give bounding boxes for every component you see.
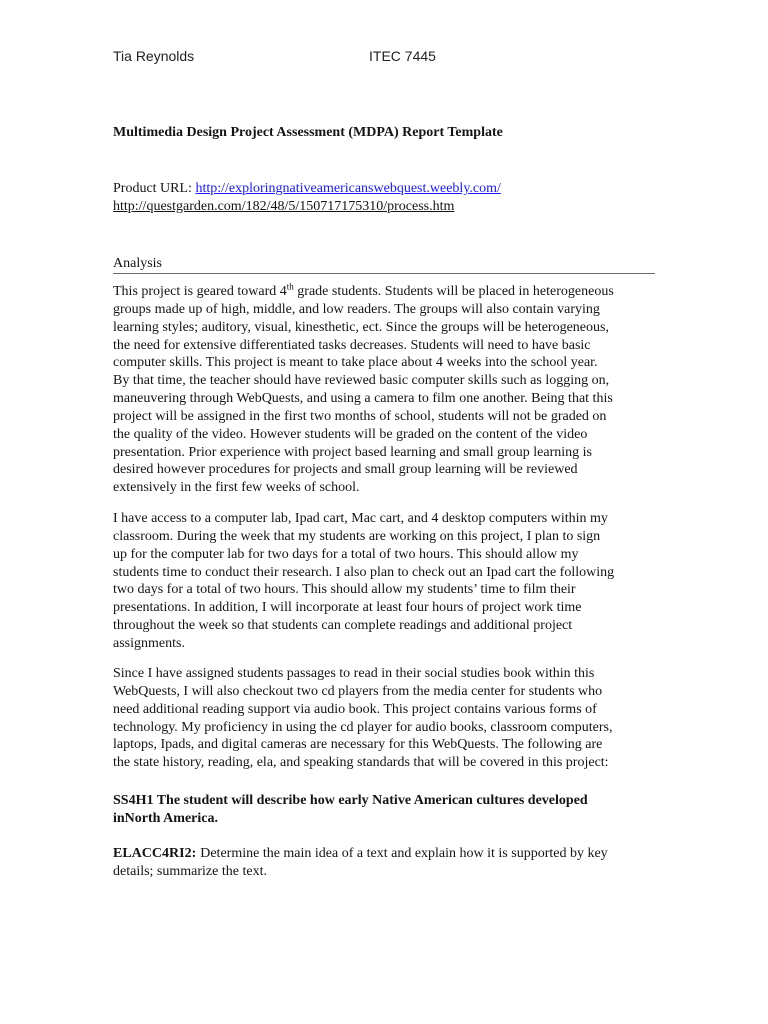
paragraph-line: presentations. In addition, I will incorporate at least four hours of project work time	[113, 600, 582, 616]
paragraph-line: laptops, Ipads, and digital cameras are necessary for this WebQuests. The following are	[113, 737, 603, 753]
standard-line: details; summarize the text.	[113, 863, 267, 879]
standard-line	[113, 845, 608, 863]
paragraph-line: Since I have assigned students passages to read in their social studies book within this	[113, 666, 595, 681]
paragraph-line: By that time, the teacher should have reviewed basic computer skills such as logging on,	[113, 373, 610, 389]
paragraph-line: throughout the week so that students can complete readings and additional project	[113, 618, 573, 634]
paragraph-line: groups made up of high, middle, and low readers. The groups will also contain varying	[113, 301, 600, 317]
paragraph-line: WebQuests, I will also checkout two cd players from the media center for students who	[113, 683, 603, 699]
paragraph-line: the state history, reading, ela, and speaking standards that will be covered in this project:	[113, 755, 609, 771]
analysis-paragraph-1	[113, 283, 614, 497]
standard-code: ELACC4RI2:	[113, 846, 197, 861]
standard-line: SS4H1 The student will describe how early Native American cultures developed	[113, 793, 588, 808]
author-name: Tia Reynolds	[113, 48, 195, 64]
paragraph-line: desired however procedures for projects and small group learning will be reviewed	[113, 462, 578, 478]
paragraph-line: maneuvering through WebQuests, and using a camera to film one another. Being that this	[113, 391, 613, 407]
paragraph-line: assignments.	[113, 635, 185, 651]
standard-ss4h1	[113, 792, 588, 827]
paragraph-line: extensively in the first few weeks of school.	[113, 480, 360, 496]
analysis-paragraph-3	[113, 665, 612, 772]
paragraph-line: the quality of the video. However students will be graded on the content of the video	[113, 426, 588, 442]
line-text-before: This project is geared toward 4	[113, 284, 287, 299]
line-text-after: grade students. Students will be placed in heterogeneous	[293, 284, 614, 299]
analysis-heading: Analysis	[113, 255, 655, 274]
paragraph-line: the need for extensive differentiated tasks decreases. Students will need to have basic	[113, 337, 591, 353]
analysis-paragraph-2	[113, 510, 614, 653]
questgarden-link[interactable]: http://questgarden.com/182/48/5/150717175310/process.htm	[113, 199, 455, 214]
paragraph-line: two days for a total of two hours. This should allow my students’ time to film their	[113, 582, 576, 598]
product-url-section	[113, 180, 501, 216]
paragraph-line: project will be assigned in the first two months of school, students will not be graded on	[113, 408, 607, 424]
document-header	[113, 47, 533, 65]
course-code: ITEC 7445	[369, 48, 436, 64]
weebly-link[interactable]: http://exploringnativeamericanswebquest.weebly.com/	[195, 181, 501, 196]
paragraph-line: I have access to a computer lab, Ipad cart, Mac cart, and 4 desktop computers within my	[113, 511, 608, 526]
paragraph-line: up for the computer lab for two days for a total of two hours. This should allow my	[113, 546, 579, 562]
document-title: Multimedia Design Project Assessment (MDPA) Report Template	[113, 125, 503, 140]
product-url-line	[113, 180, 501, 198]
standard-line: inNorth America.	[113, 810, 218, 826]
paragraph-line: students time to conduct their research. I also plan to check out an Ipad cart the following	[113, 564, 615, 580]
paragraph-line: need additional reading support via audio book. This project contains various forms of	[113, 701, 597, 717]
paragraph-line: computer skills. This project is meant to take place about 4 weeks into the school year.	[113, 355, 598, 371]
paragraph-line: classroom. During the week that my students are working on this project, I plan to sign	[113, 528, 601, 544]
ordinal-superscript: th	[286, 281, 294, 292]
paragraph-line: technology. My proficiency in using the cd player for audio books, classroom computers,	[113, 719, 613, 735]
paragraph-line: learning styles; auditory, visual, kinesthetic, ect. Since the groups will be heterogeneous,	[113, 319, 609, 335]
paragraph-line	[113, 283, 614, 301]
standard-description: Determine the main idea of a text and explain how it is supported by key	[200, 846, 608, 861]
paragraph-line: presentation. Prior experience with project based learning and small group learning is	[113, 444, 592, 460]
product-url-label: Product URL:	[113, 181, 196, 196]
standard-elacc4ri2	[113, 845, 608, 881]
questgarden-url-line	[113, 198, 501, 216]
